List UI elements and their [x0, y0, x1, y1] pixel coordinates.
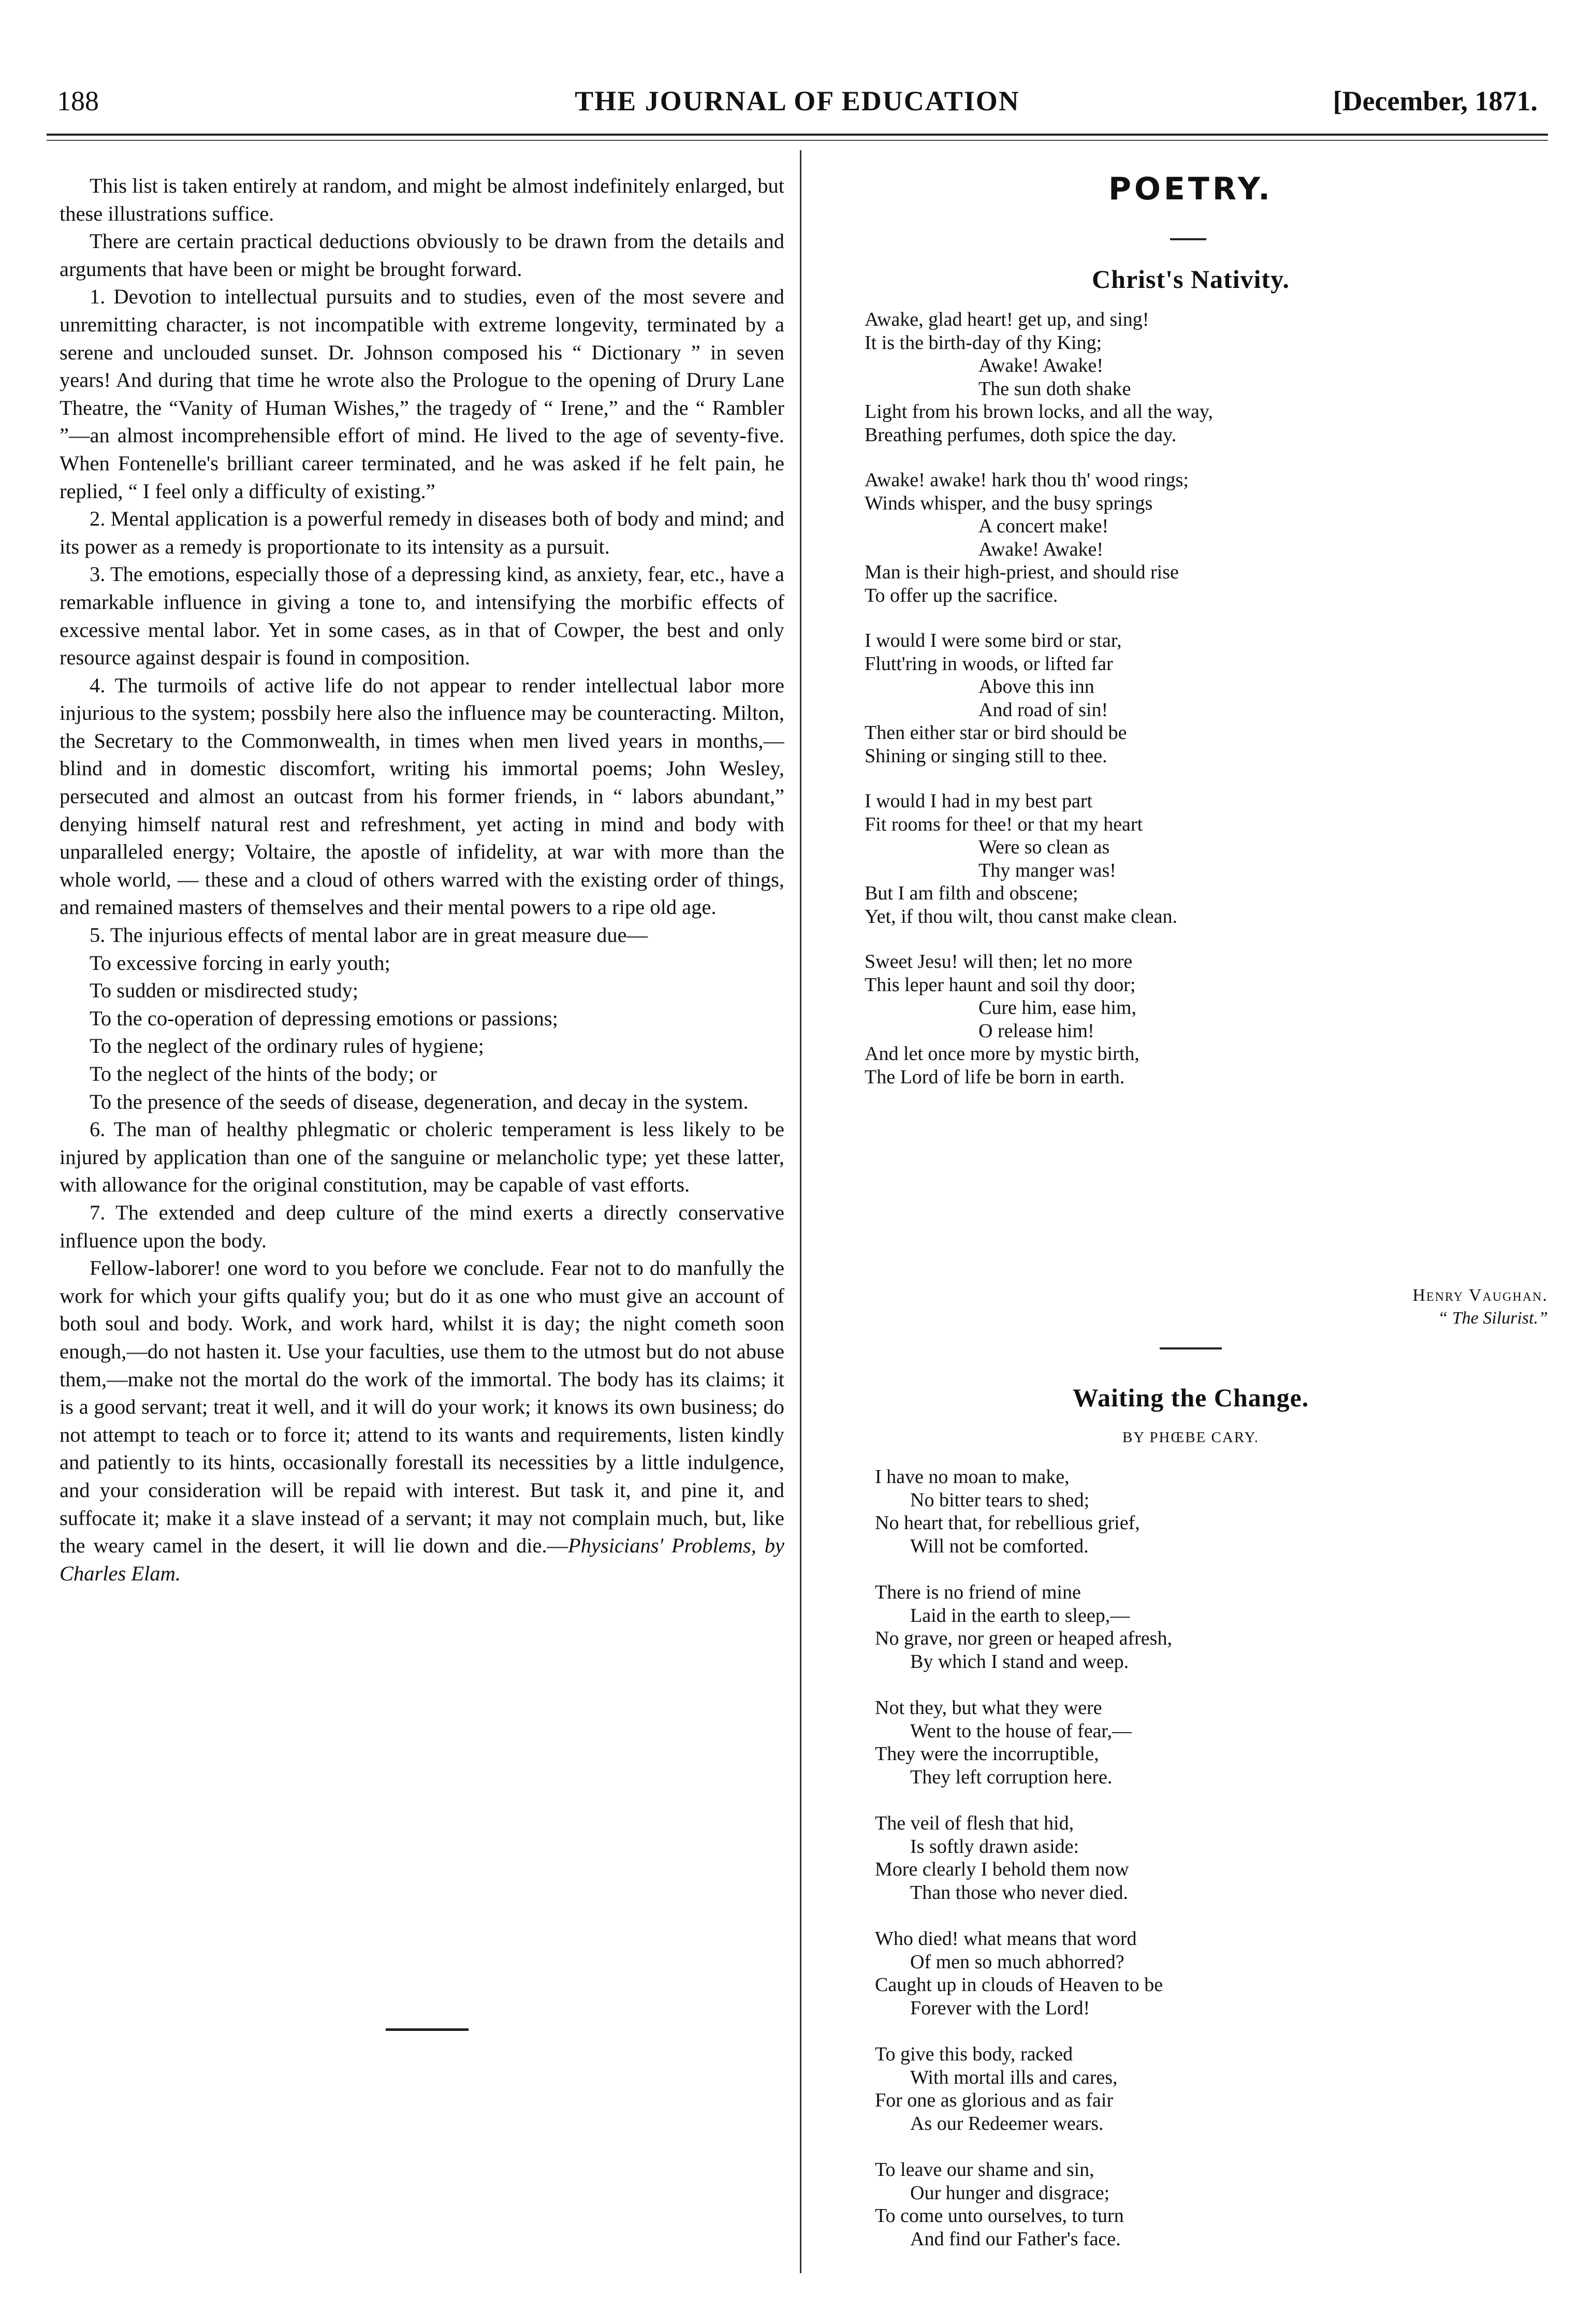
article-paragraph: 1. Devotion to intellectual pursuits and to studies, even of the most severe and unremitting character, is not incompatible with extreme longevity, terminated by a serene and unclouded sunset. Dr. Johnson composed his “ Dictionary ” in seven years! And during that time he wrote also the Prologue to the opening of Drury Lane Theatre, the “Vanity of Human Wishes,” the tragedy of “ Irene,” and the “ Rambler ”—an almost incomprehensible effort of mind. He lived to the age of seventy-five. When Fontenelle's brilliant career terminated, and he was asked if he felt pain, he replied, “ I feel only a difficulty of existing.”	[60, 285, 784, 503]
list-item: To sudden or misdirected study;	[90, 979, 359, 1003]
poem-line: With mortal ills and cares,	[910, 2066, 1118, 2088]
poem-line: This leper haunt and soil thy door;	[865, 974, 1136, 996]
poem-line: Our hunger and disgrace;	[910, 2182, 1110, 2204]
poem-line: Then either star or bird should be	[865, 722, 1127, 744]
issue-date: [December, 1871.	[1333, 85, 1538, 117]
poem-line: It is the birth-day of thy King;	[865, 331, 1102, 354]
poem-line: Breathing perfumes, doth spice the day.	[865, 424, 1177, 446]
poetry-column	[823, 171, 1558, 2294]
header-rule-thin	[47, 140, 1548, 141]
poem-line: More clearly I behold them now	[875, 1858, 1129, 1880]
poem-author: Henry Vaughan.	[1412, 1286, 1548, 1305]
poem-line: Sweet Jesu! will then; let no more	[865, 951, 1133, 972]
poem-line: Above this inn	[978, 676, 1094, 698]
poem-line: As our Redeemer wears.	[910, 2112, 1104, 2134]
poem-stanza	[875, 1812, 1129, 1904]
poem-line: There is no friend of mine	[875, 1581, 1081, 1603]
poem-title: Christ's Nativity.	[1092, 265, 1290, 294]
poem-stanza	[875, 1581, 1172, 1673]
list-item: To the co-operation of depressing emotions or passions;	[90, 1006, 558, 1030]
article-paragraph: There are certain practical deductions obviously to be drawn from the details and arguments that have been or might be brought forward.	[60, 229, 784, 281]
poem-line: Fit rooms for thee! or that my heart	[865, 813, 1143, 835]
journal-title: THE JOURNAL OF EDUCATION	[575, 85, 1020, 117]
poem-line: And find our Father's face.	[910, 2228, 1121, 2250]
poem-line: Man is their high-priest, and should rise	[865, 561, 1179, 583]
poem-byline: BY PHŒBE CARY.	[1122, 1429, 1260, 1446]
poem-stanza	[865, 790, 1177, 928]
poem-line: O release him!	[978, 1020, 1094, 1042]
poem-line: To give this body, racked	[875, 2043, 1073, 2065]
poem-line: Awake! Awake!	[978, 538, 1103, 560]
poem-line: Went to the house of fear,—	[910, 1720, 1132, 1742]
poem-line: But I am filth and obscene;	[865, 882, 1078, 904]
header-rule-thick	[47, 134, 1548, 136]
poem-line: No grave, nor green or heaped afresh,	[875, 1628, 1172, 1649]
poem-stanza	[875, 2043, 1118, 2135]
poem-line: The Lord of life be born in earth.	[865, 1066, 1125, 1088]
poem-line: Light from his brown locks, and all the way,	[865, 401, 1213, 423]
poem-stanza	[865, 308, 1213, 446]
poem-line: A concert make!	[978, 515, 1109, 537]
poem-line: Cure him, ease him,	[978, 997, 1136, 1019]
poem-line: Than those who never died.	[910, 1881, 1129, 1904]
poem-line: To leave our shame and sin,	[875, 2159, 1094, 2181]
poem-line: Not they, but what they were	[875, 1697, 1102, 1719]
poem-line: Awake! Awake!	[978, 355, 1103, 376]
running-header	[57, 78, 1538, 124]
section-heading: POETRY.	[1108, 171, 1274, 207]
list-item: To the neglect of the hints of the body; or	[90, 1062, 437, 1085]
poem-separator-rule	[1160, 1347, 1222, 1349]
poem-line: The veil of flesh that hid,	[875, 1812, 1074, 1834]
poem-line: Caught up in clouds of Heaven to be	[875, 1974, 1163, 1996]
poem-line: I would I were some bird or star,	[865, 630, 1122, 651]
poem-line: Awake, glad heart! get up, and sing!	[865, 309, 1149, 330]
poem-line: Who died! what means that word	[875, 1928, 1137, 1950]
poem-stanza	[865, 950, 1139, 1088]
poem-line: Of men so much abhorred?	[910, 1951, 1124, 1973]
poem-line: The sun doth shake	[978, 377, 1131, 400]
poem-line: To come unto ourselves, to turn	[875, 2205, 1124, 2227]
article-paragraph: 2. Mental application is a powerful remedy in diseases both of body and mind; and its power as a remedy is proportionate to its intensity as a pursuit.	[60, 507, 784, 558]
article-paragraph: 7. The extended and deep culture of the mind exerts a directly conservative influence upon the body.	[60, 1200, 784, 1252]
poem-source: “ The Silurist.”	[1438, 1309, 1548, 1328]
list-item: To the neglect of the ordinary rules of hygiene;	[90, 1034, 484, 1058]
closing-source: Physicians' Problems, by Charles Elam.	[60, 1534, 784, 1585]
poem-stanza	[875, 1927, 1163, 2020]
poem-line: I would I had in my best part	[865, 790, 1093, 812]
closing-text: Fellow-laborer! one word to you before we conclude. Fear not to do manfully the work for which your gifts qualify you; but do it as one who must give an account of both soul and body. Work, and work hard, whilst it is day; the night cometh soon enough,—do not hasten it. Use your faculties, use them to the utmost but do not abuse them,—make not the mortal do the work of the immortal. The body has its claims; it is a good servant; treat it well, and it will do your work; it knows its own business; do not attempt to teach or to force it; attend to its wants and requirements, listen kindly and patiently to its hints, occasionally forestall its necessities by a little indulgence, and your consideration will be repaid with interest. But task it, and pine it, and suffocate it; make it a slave instead of a servant; it may not complain much, but, like the weary camel in the desert, it will lie down and die.—	[60, 1256, 784, 1558]
poem-line: Flutt'ring in woods, or lifted far	[865, 652, 1113, 675]
article-paragraph: This list is taken entirely at random, and might be almost indefinitely enlarged, but these illustrations suffice.	[60, 174, 784, 225]
poem-stanza	[865, 469, 1189, 607]
poem-line: They were the incorruptible,	[875, 1743, 1099, 1765]
poem-line: To offer up the sacrifice.	[865, 584, 1058, 606]
article-paragraph: 3. The emotions, especially those of a depressing kind, as anxiety, fear, etc., have a remarkable influence in giving a tone to, and intensifying the morbific effects of excessive mental labor. Yet in some cases, as in that of Cowper, the best and only resource against despair is found in composition.	[60, 562, 784, 670]
poem-line: Will not be comforted.	[910, 1535, 1089, 1557]
article-paragraph: 5. The injurious effects of mental labor are in great measure due—	[90, 923, 648, 947]
poem-line: Winds whisper, and the busy springs	[865, 492, 1153, 514]
poem-line: I have no moan to make,	[875, 1466, 1070, 1488]
poem-attribution	[1186, 1284, 1548, 1330]
poem-stanza	[875, 2158, 1124, 2250]
poem-line: Yet, if thou wilt, thou canst make clean.	[865, 905, 1178, 927]
article-end-rule	[386, 2028, 469, 2031]
poem-line: They left corruption here.	[910, 1766, 1113, 1788]
poem-line: Thy manger was!	[978, 859, 1116, 881]
article-column	[60, 172, 784, 2062]
poem-line: Shining or singing still to thee.	[865, 745, 1107, 767]
poem-stanza	[865, 629, 1127, 767]
poem-line: And let once more by mystic birth,	[865, 1043, 1139, 1065]
closing-paragraph	[60, 1254, 784, 1587]
list-item: To excessive forcing in early youth;	[90, 951, 390, 975]
poem-line: And road of sin!	[978, 699, 1108, 721]
poem-line: Forever with the Lord!	[910, 1997, 1090, 2019]
page-number: 188	[57, 85, 99, 117]
poem-line: For one as glorious and as fair	[875, 2089, 1114, 2111]
poem-line: By which I stand and weep.	[910, 1650, 1129, 1673]
heading-rule	[1170, 238, 1206, 240]
poem-line: No heart that, for rebellious grief,	[875, 1512, 1140, 1534]
poem-line: Awake! awake! hark thou th' wood rings;	[865, 469, 1189, 491]
poem-stanza	[875, 1465, 1140, 1558]
poem-stanza	[875, 1696, 1132, 1789]
poem-line: No bitter tears to shed;	[910, 1489, 1090, 1511]
column-divider	[800, 150, 801, 2273]
article-paragraph: 4. The turmoils of active life do not appear to render intellectual labor more injurious to the system; possbily here also the influence may be counteracting. Milton, the Secretary to the Commonwealth, in times when men lived years in months,—blind and in domestic discomfort, writing his immortal poems; John Wesley, persecuted and almost an outcast from his former friends, in “ labors abundant,” denying himself natural rest and refreshment, yet acting in mind and body with unparalleled energy; Voltaire, the apostle of infidelity, at war with more than the whole world, — these and a cloud of others warred with the existing order of things, and remained masters of themselves and their mental powers to a ripe old age.	[60, 673, 784, 919]
poem-line: Were so clean as	[978, 836, 1110, 858]
poem-title: Waiting the Change.	[1072, 1383, 1309, 1412]
poem-line: Laid in the earth to sleep,—	[910, 1604, 1130, 1626]
list-item: To the presence of the seeds of disease, degeneration, and decay in the system.	[90, 1090, 749, 1113]
poem-line: Is softly drawn aside:	[910, 1835, 1079, 1857]
article-paragraph: 6. The man of healthy phlegmatic or choleric temperament is less likely to be injured by application than one of the sanguine or melancholic type; yet these latter, with allowance for the original constitution, may be capable of vast efforts.	[60, 1117, 784, 1197]
